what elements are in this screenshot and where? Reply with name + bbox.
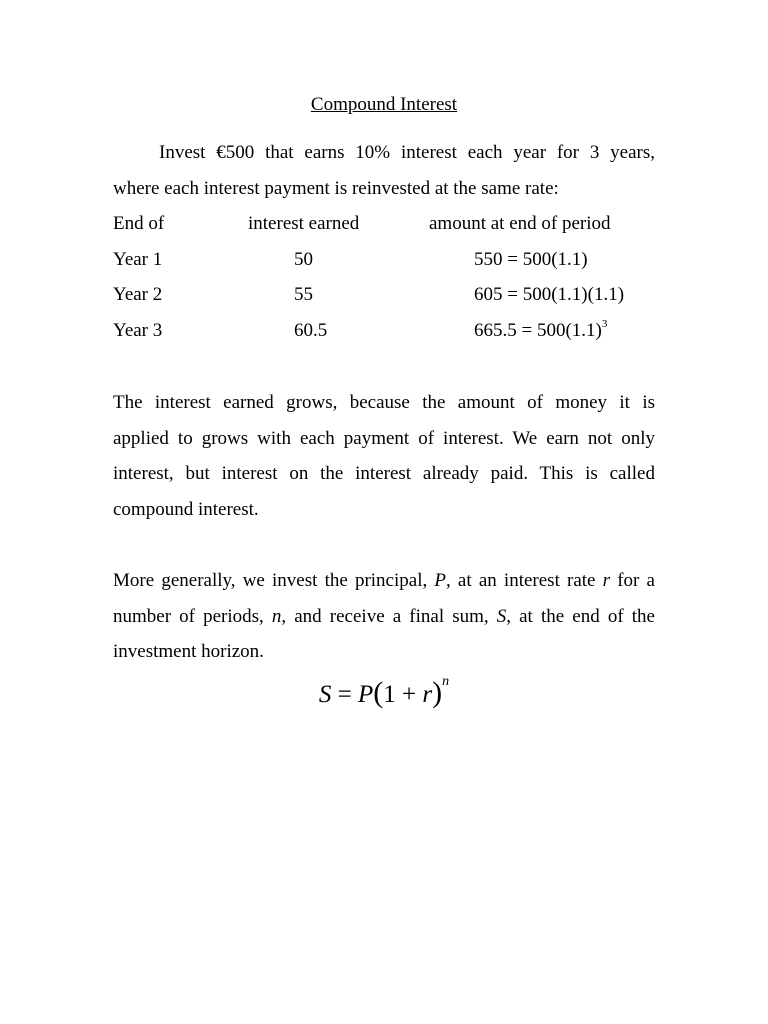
explanation-paragraph xyxy=(113,385,655,527)
general-paragraph xyxy=(113,563,655,670)
table-header-amount: amount at end of period xyxy=(429,213,611,234)
table-row xyxy=(113,277,655,313)
general-line-2: number of periods, n, and receive a final sum, S, at the end of the xyxy=(113,605,655,627)
table-header-row xyxy=(113,206,655,242)
exponent-superscript: 3 xyxy=(601,318,608,331)
table-header-end-of: End of xyxy=(113,213,165,234)
table-cell-period: Year 3 xyxy=(113,320,163,342)
table-cell-amount: $665.5 = 500(1.1)^3$ xyxy=(474,318,608,342)
general-line-3: investment horizon. xyxy=(113,641,264,662)
explanation-line-4: compound interest. xyxy=(113,498,259,520)
table-header-interest-earned: interest earned xyxy=(248,213,360,234)
table-cell-period: Year 2 xyxy=(113,284,163,306)
table-cell-interest: 50 xyxy=(294,248,313,270)
table-cell-interest: 60.5 xyxy=(294,320,328,342)
compound-interest-formula: $S = P(1 + r)^n$ xyxy=(318,674,450,709)
interest-table xyxy=(113,206,655,349)
explanation-line-3: interest, but interest on the interest already paid. This is called xyxy=(113,463,655,484)
table-cell-period: Year 1 xyxy=(113,248,163,270)
table-cell-amount: 550 = 500(1.1) xyxy=(474,248,588,270)
intro-line-1: Invest €500 that earns 10% interest each year for 3 years, xyxy=(159,142,655,163)
explanation-line-2: applied to grows with each payment of interest. We earn not only xyxy=(113,427,655,449)
explanation-line-1: The interest earned grows, because the amount of money it is xyxy=(113,392,655,413)
table-cell-interest: 55 xyxy=(294,284,313,306)
table-cell-amount: 605 = 500(1.1)(1.1) xyxy=(474,284,625,306)
page-title: Compound Interest xyxy=(310,94,458,115)
intro-paragraph xyxy=(113,135,655,206)
intro-line-2: where each interest payment is reinvested at the same rate: xyxy=(113,177,559,199)
general-line-1: More generally, we invest the principal, P, at an interest rate r for a xyxy=(113,570,655,591)
table-row xyxy=(113,313,655,349)
table-row xyxy=(113,242,655,278)
